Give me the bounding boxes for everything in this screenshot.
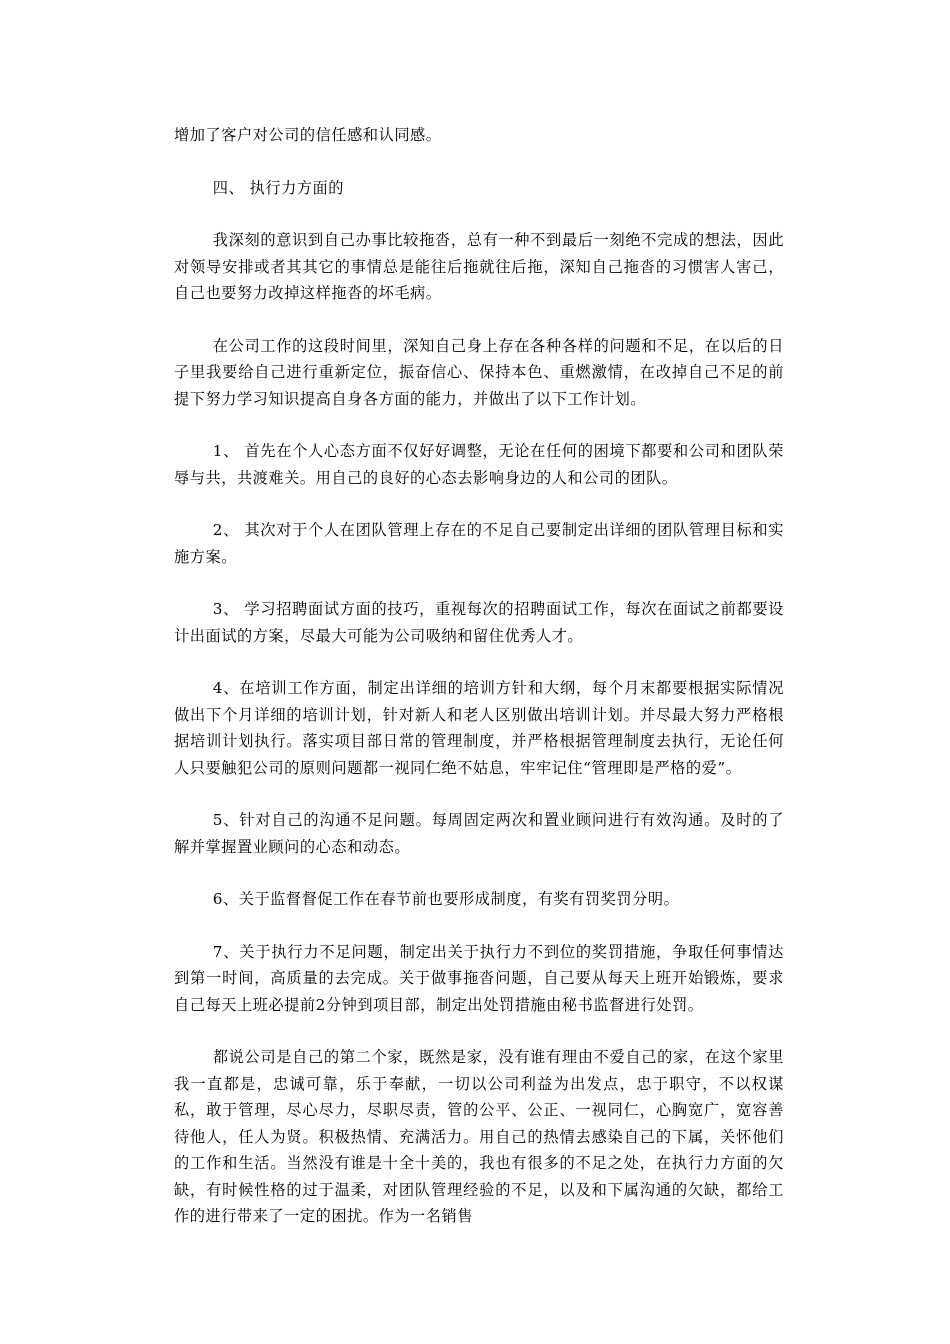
- section-heading: 四、 执行力方面的: [212, 178, 345, 197]
- paragraph: 增加了客户对公司的信任感和认同感。: [174, 126, 442, 144]
- paragraph: 都说公司是自己的第二个家，既然是家，没有谁有理由不爱自己的家，在这个家里我一直都是，忠诚可靠，乐于奉献，一切以公司利益为出发点，忠于职守，不以权谋私，敢于管理，尽心尽力，尽职尽责，管的公平、公正、一视同仁，心胸宽广，宽容善待他人，任人为贤。积极热情、充满活力。用自己的热情去感染自己的下属，关怀他们的工作和生活。当然没有谁是十全十美的，我也有很多的不足之处，在执行力方面的欠缺，有时候性格的过于温柔，对团队管理经验的不足，以及和下属沟通的欠缺，都给工作的进行带来了一定的困扰。作为一名销售: [174, 1048, 784, 1225]
- list-item: 2、 其次对于个人在团队管理上存在的不足自己要制定出详细的团队管理目标和实施方案。: [174, 521, 784, 566]
- list-item: 4、在培训工作方面，制定出详细的培训方针和大纲，每个月末都要根据实际情况做出下个月详细的培训计划，针对新人和老人区别做出培训计划。并尽最大努力严格根据培训计划执行。落实项目部日常的管理制度，并严格根据管理制度去执行，无论任何人只要触犯公司的原则问题都一视同仁绝不姑息，牢牢记住“管理即是严格的爱”。: [174, 679, 784, 777]
- paragraph: 在公司工作的这段时间里，深知自己身上存在各种各样的问题和不足，在以后的日子里我要给自己进行重新定位，振奋信心、保持本色、重燃激情，在改掉自己不足的前提下努力学习知识提高自身各方面的能力，并做出了以下工作计划。: [174, 336, 784, 408]
- list-item: 6、关于监督督促工作在春节前也要形成制度，有奖有罚奖罚分明。: [212, 890, 680, 908]
- document-body: [174, 122, 784, 1256]
- paragraph: 我深刻的意识到自己办事比较拖沓，总有一种不到最后一刻绝不完成的想法，因此对领导安排或者其其它的事情总是能往后拖就往后拖，深知自己拖沓的习惯害人害己，自己也要努力改掉这样拖沓的坏毛病。: [174, 231, 784, 302]
- list-item: 5、针对自己的沟通不足问题。每周固定两次和置业顾问进行有效沟通。及时的了解并掌握置业顾问的心态和动态。: [174, 811, 784, 856]
- list-item: 1、 首先在个人心态方面不仅好好调整，无论在任何的困境下都要和公司和团队荣辱与共，共渡难关。用自己的良好的心态去影响身边的人和公司的团队。: [174, 442, 784, 487]
- list-item: 7、关于执行力不足问题，制定出关于执行力不到位的奖罚措施，争取任何事情达到第一时间，高质量的去完成。关于做事拖沓问题，自己要从每天上班开始锻炼，要求自己每天上班必提前2分钟到项目部，制定出处罚措施由秘书监督进行处罚。: [174, 942, 784, 1014]
- list-item: 3、 学习招聘面试方面的技巧，重视每次的招聘面试工作，每次在面试之前都要设计出面试的方案，尽最大可能为公司吸纳和留住优秀人才。: [174, 600, 784, 645]
